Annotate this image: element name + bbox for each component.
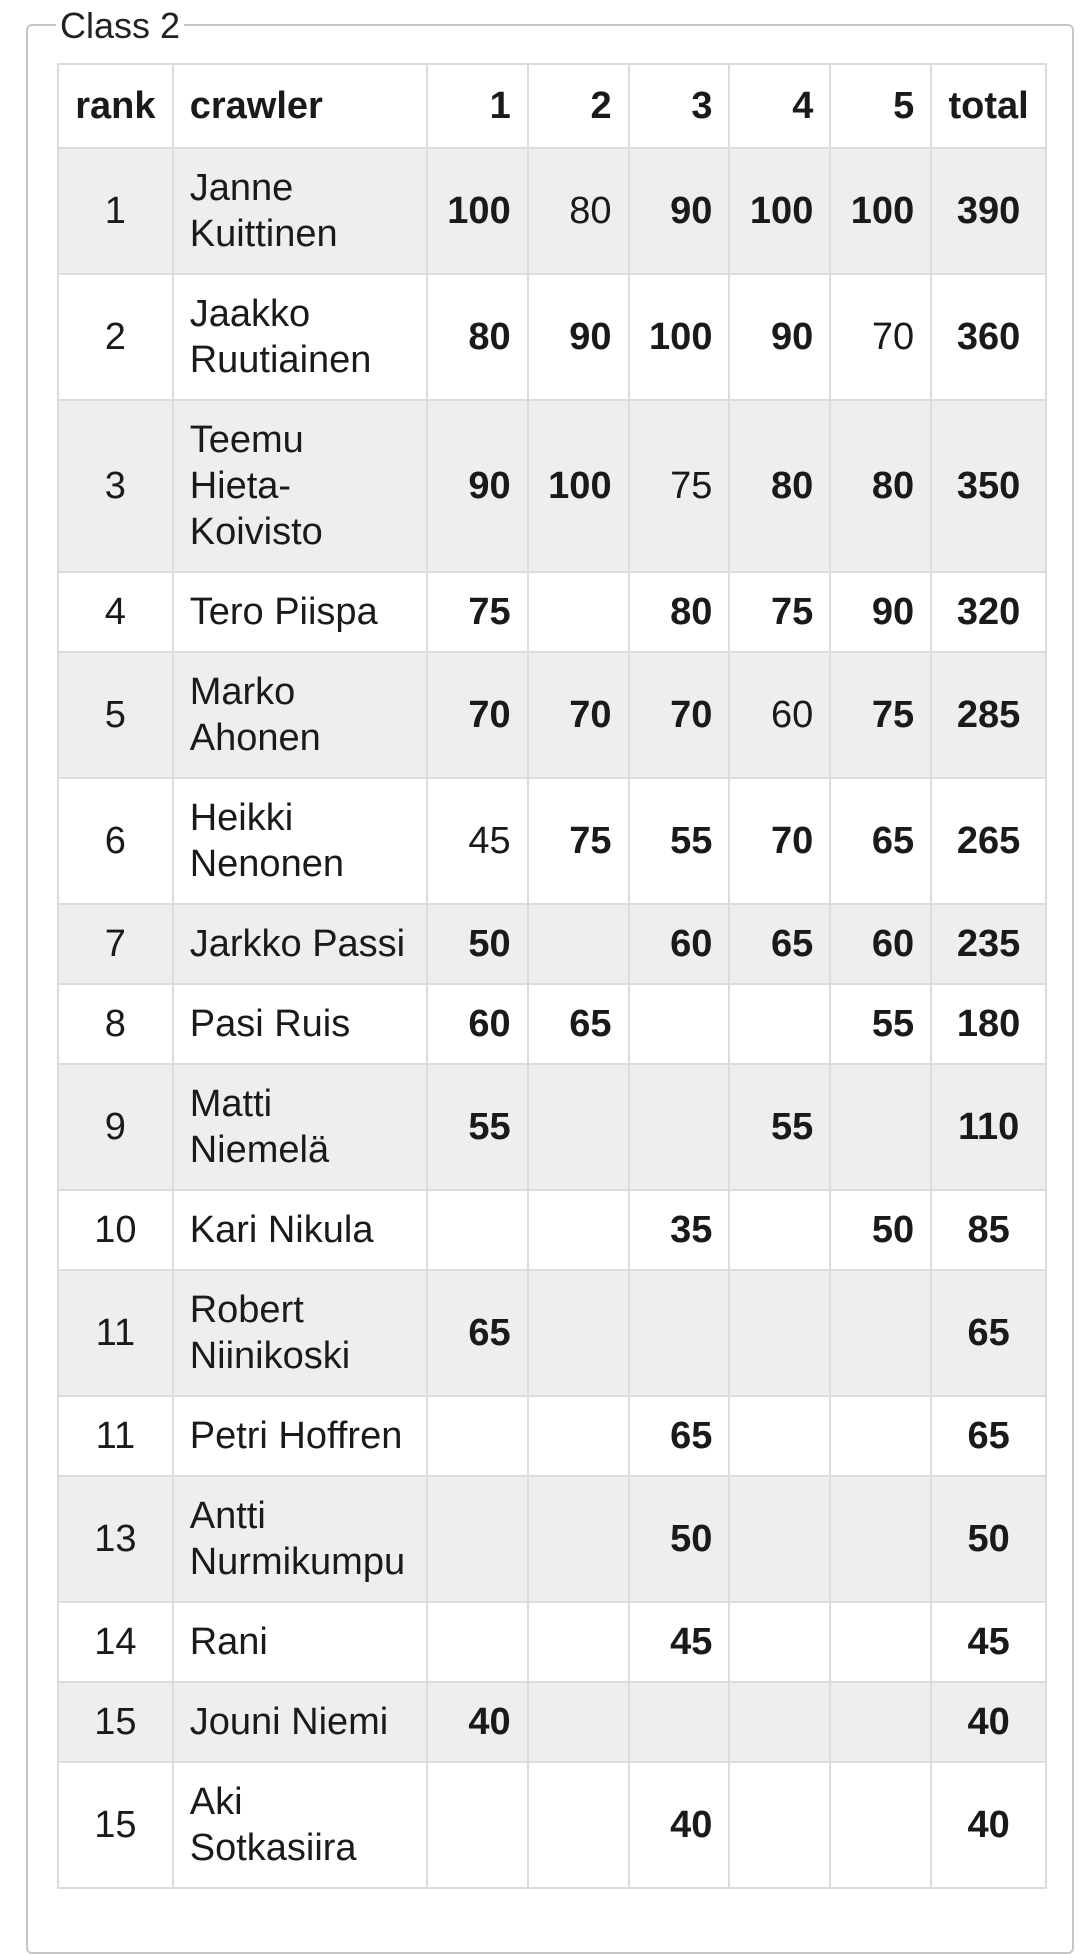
round-2-score-cell [528,1762,629,1888]
round-2-score-cell [528,1602,629,1682]
round-3-score-cell: 60 [629,904,730,984]
round-1-score-cell [427,1602,528,1682]
total-cell: 65 [931,1270,1046,1396]
total-cell: 285 [931,652,1046,778]
round-3-score-cell: 75 [629,400,730,572]
round-2-score-cell [528,1396,629,1476]
round-5-score-cell: 60 [830,904,931,984]
header-crawler: crawler [173,64,427,148]
total-cell: 65 [931,1396,1046,1476]
rank-cell: 9 [58,1064,173,1190]
round-5-score-cell [830,1602,931,1682]
round-5-score-cell: 90 [830,572,931,652]
crawler-name-cell: Jaakko Ruutiainen [173,274,427,400]
crawler-name-cell: Heikki Nenonen [173,778,427,904]
round-1-score-cell: 75 [427,572,528,652]
round-1-score-cell: 65 [427,1270,528,1396]
round-2-score-cell: 70 [528,652,629,778]
crawler-name-cell: Kari Nikula [173,1190,427,1270]
round-4-score-cell: 75 [729,572,830,652]
round-1-score-cell: 80 [427,274,528,400]
class-legend: Class 2 [56,4,184,48]
round-3-score-cell: 80 [629,572,730,652]
rank-cell: 8 [58,984,173,1064]
round-5-score-cell [830,1762,931,1888]
round-5-score-cell [830,1476,931,1602]
round-4-score-cell: 55 [729,1064,830,1190]
round-3-score-cell: 65 [629,1396,730,1476]
round-1-score-cell [427,1762,528,1888]
round-3-score-cell: 50 [629,1476,730,1602]
rank-cell: 13 [58,1476,173,1602]
round-3-score-cell: 35 [629,1190,730,1270]
round-1-score-cell [427,1396,528,1476]
total-cell: 390 [931,148,1046,274]
rank-cell: 6 [58,778,173,904]
table-row [58,1190,1046,1270]
table-row [58,274,1046,400]
round-4-score-cell: 90 [729,274,830,400]
round-3-score-cell: 70 [629,652,730,778]
table-row [58,1396,1046,1476]
round-5-score-cell: 80 [830,400,931,572]
round-2-score-cell: 80 [528,148,629,274]
round-5-score-cell: 65 [830,778,931,904]
round-1-score-cell: 70 [427,652,528,778]
round-2-score-cell [528,1190,629,1270]
crawler-name-cell: Teemu Hieta-Koivisto [173,400,427,572]
header-round-3: 3 [629,64,730,148]
total-cell: 320 [931,572,1046,652]
round-4-score-cell [729,1190,830,1270]
crawler-name-cell: Tero Piispa [173,572,427,652]
round-2-score-cell [528,572,629,652]
total-cell: 235 [931,904,1046,984]
table-row [58,400,1046,572]
round-4-score-cell [729,1270,830,1396]
round-3-score-cell: 55 [629,778,730,904]
round-3-score-cell [629,1064,730,1190]
rank-cell: 5 [58,652,173,778]
round-5-score-cell [830,1396,931,1476]
total-cell: 85 [931,1190,1046,1270]
round-3-score-cell: 100 [629,274,730,400]
crawler-name-cell: Pasi Ruis [173,984,427,1064]
total-cell: 50 [931,1476,1046,1602]
rank-cell: 15 [58,1682,173,1762]
round-3-score-cell [629,984,730,1064]
round-4-score-cell: 60 [729,652,830,778]
header-round-5: 5 [830,64,931,148]
header-rank: rank [58,64,173,148]
table-row [58,572,1046,652]
rank-cell: 11 [58,1396,173,1476]
rank-cell: 15 [58,1762,173,1888]
crawler-name-cell: Marko Ahonen [173,652,427,778]
header-row [58,64,1046,148]
round-4-score-cell [729,984,830,1064]
crawler-name-cell: Petri Hoffren [173,1396,427,1476]
header-round-1: 1 [427,64,528,148]
round-2-score-cell [528,1270,629,1396]
header-total: total [931,64,1046,148]
table-row [58,904,1046,984]
round-5-score-cell: 100 [830,148,931,274]
round-5-score-cell [830,1270,931,1396]
round-5-score-cell [830,1682,931,1762]
round-3-score-cell [629,1682,730,1762]
round-5-score-cell: 55 [830,984,931,1064]
round-3-score-cell: 40 [629,1762,730,1888]
rank-cell: 14 [58,1602,173,1682]
header-round-4: 4 [729,64,830,148]
round-4-score-cell: 80 [729,400,830,572]
standings-table [57,63,1047,1889]
round-4-score-cell [729,1476,830,1602]
table-row [58,984,1046,1064]
round-2-score-cell: 100 [528,400,629,572]
round-1-score-cell: 60 [427,984,528,1064]
crawler-name-cell: Aki Sotkasiira [173,1762,427,1888]
round-1-score-cell: 50 [427,904,528,984]
round-2-score-cell [528,1682,629,1762]
round-2-score-cell [528,904,629,984]
table-row [58,652,1046,778]
round-4-score-cell [729,1682,830,1762]
table-row [58,1602,1046,1682]
round-1-score-cell [427,1190,528,1270]
rank-cell: 4 [58,572,173,652]
header-round-2: 2 [528,64,629,148]
table-row [58,1476,1046,1602]
total-cell: 40 [931,1762,1046,1888]
standings-body [58,148,1046,1888]
round-3-score-cell: 90 [629,148,730,274]
round-4-score-cell: 70 [729,778,830,904]
round-1-score-cell: 55 [427,1064,528,1190]
rank-cell: 10 [58,1190,173,1270]
round-1-score-cell [427,1476,528,1602]
crawler-name-cell: Janne Kuittinen [173,148,427,274]
table-row [58,1064,1046,1190]
table-row [58,1270,1046,1396]
rank-cell: 11 [58,1270,173,1396]
round-3-score-cell: 45 [629,1602,730,1682]
round-3-score-cell [629,1270,730,1396]
total-cell: 350 [931,400,1046,572]
round-1-score-cell: 40 [427,1682,528,1762]
total-cell: 360 [931,274,1046,400]
round-4-score-cell: 65 [729,904,830,984]
rank-cell: 3 [58,400,173,572]
round-4-score-cell [729,1602,830,1682]
total-cell: 110 [931,1064,1046,1190]
rank-cell: 2 [58,274,173,400]
round-1-score-cell: 100 [427,148,528,274]
round-1-score-cell: 90 [427,400,528,572]
table-row [58,148,1046,274]
round-2-score-cell: 65 [528,984,629,1064]
round-4-score-cell [729,1762,830,1888]
crawler-name-cell: Robert Niinikoski [173,1270,427,1396]
total-cell: 45 [931,1602,1046,1682]
table-row [58,778,1046,904]
round-2-score-cell [528,1064,629,1190]
crawler-name-cell: Jouni Niemi [173,1682,427,1762]
round-4-score-cell: 100 [729,148,830,274]
round-2-score-cell: 75 [528,778,629,904]
crawler-name-cell: Matti Niemelä [173,1064,427,1190]
round-1-score-cell: 45 [427,778,528,904]
round-2-score-cell [528,1476,629,1602]
rank-cell: 7 [58,904,173,984]
rank-cell: 1 [58,148,173,274]
total-cell: 40 [931,1682,1046,1762]
round-5-score-cell: 70 [830,274,931,400]
round-2-score-cell: 90 [528,274,629,400]
table-row [58,1682,1046,1762]
total-cell: 180 [931,984,1046,1064]
total-cell: 265 [931,778,1046,904]
crawler-name-cell: Rani [173,1602,427,1682]
round-5-score-cell [830,1064,931,1190]
crawler-name-cell: Antti Nurmikumpu [173,1476,427,1602]
round-5-score-cell: 75 [830,652,931,778]
crawler-name-cell: Jarkko Passi [173,904,427,984]
round-4-score-cell [729,1396,830,1476]
table-row [58,1762,1046,1888]
round-5-score-cell: 50 [830,1190,931,1270]
